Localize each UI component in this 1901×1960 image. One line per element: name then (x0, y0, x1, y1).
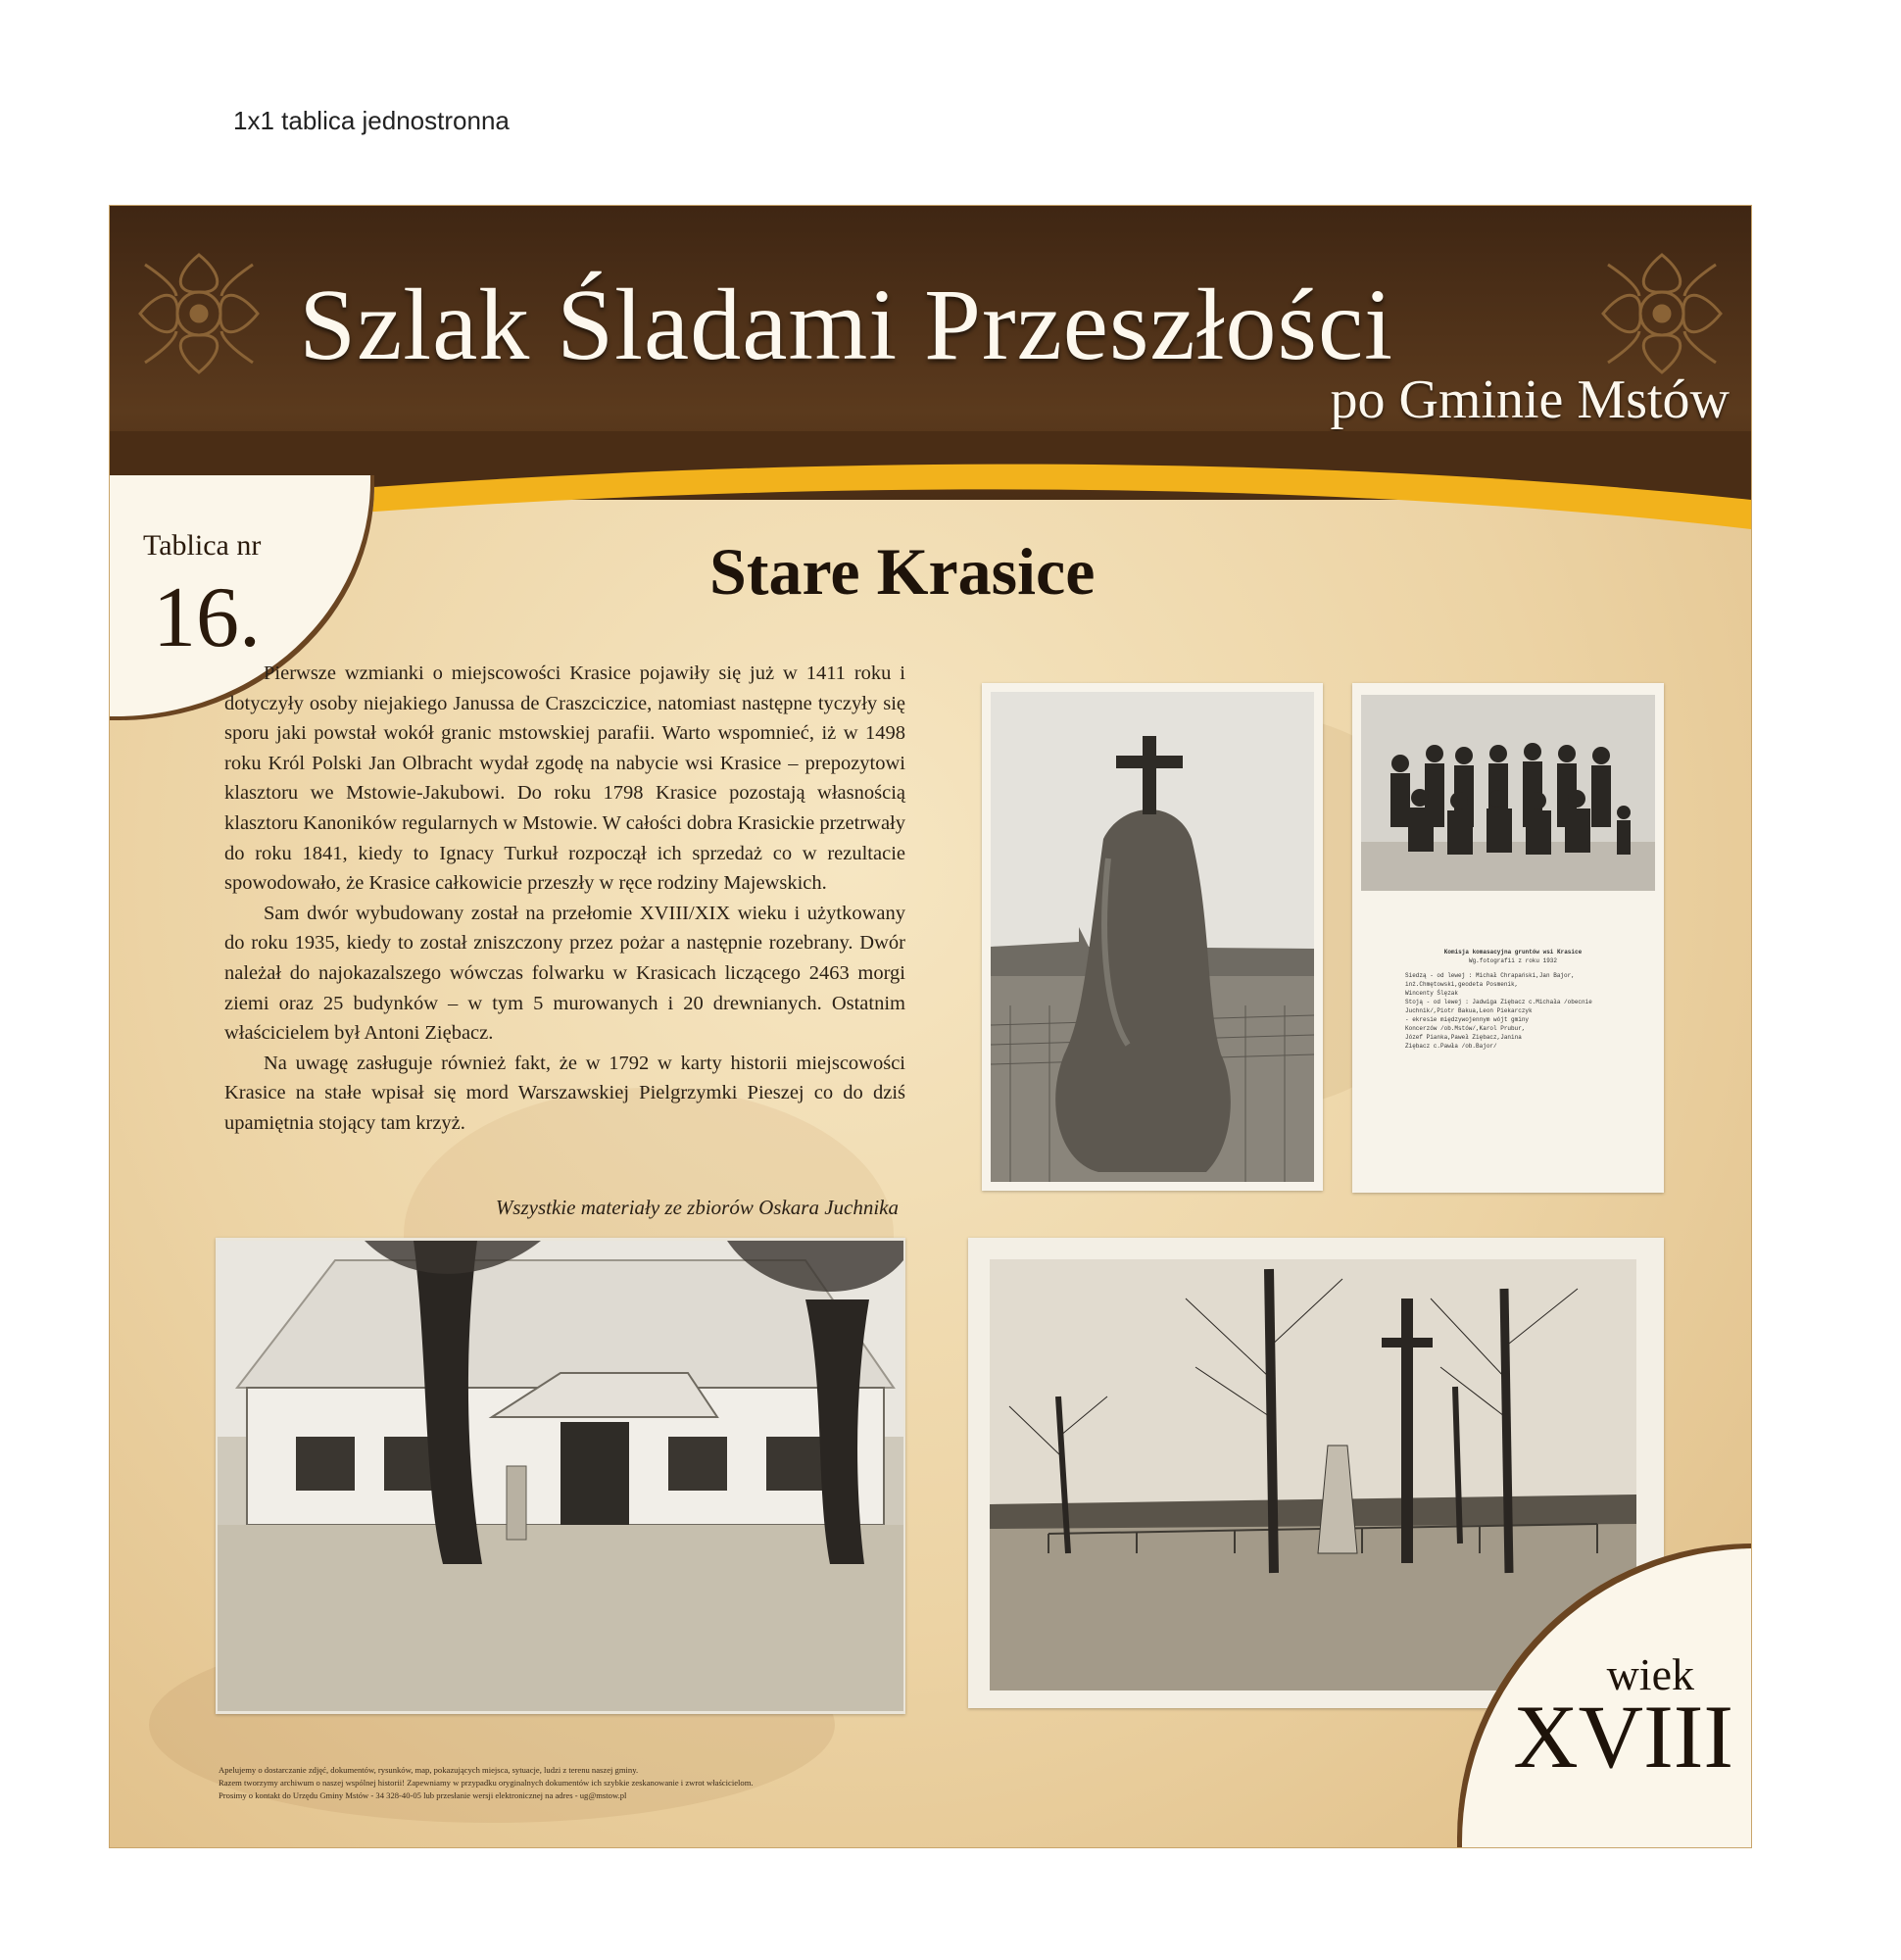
caption-line: Juchnik/,Piotr Bakua,Leon Piekarczyk (1405, 1007, 1533, 1014)
information-board (110, 206, 1751, 1847)
photo-stone-cross (982, 683, 1323, 1191)
footer-notice (219, 1764, 1022, 1802)
caption-line: inż.Chmętowski,geodeta Posmenik, (1405, 981, 1519, 988)
caption-line: Koncerzów /ob.Mstów/,Karol Prubur, (1405, 1025, 1526, 1032)
caption-subtitle: Wg.fotografii z roku 1932 (1468, 957, 1557, 964)
century-number: XVIII (1513, 1687, 1733, 1787)
board-title: Szlak Śladami Przeszłości (299, 269, 1393, 381)
manor-house-image (218, 1241, 903, 1711)
caption-line: Stoją - od lewej : Jadwiga Ziębacz c.Michała /obecnie (1405, 999, 1592, 1005)
photo-manor-house (216, 1238, 905, 1714)
caption-title: Komisja komasacyjna gruntów wsi Krasice (1443, 949, 1583, 956)
tab-number: 16. (153, 570, 261, 665)
body-paragraph: Pierwsze wzmianki o miejscowości Krasice pojawiły się już w 1411 roku i dotyczyły osoby niejakiego Janussa de Craszciczice, natomiast następne tyczyły się sporu jaki powstał wokół granic mstowskiej parafii. Warto wspomnieć, iż w 1498 roku Król Polski Jan Olbracht wydał zgodę na nabycie wsi Krasice – prepozytowi klasztoru we Mstowie-Jakubowi. Do roku 1798 Krasice pozostają własnością klasztoru Kanoników regularnych w Mstowie. W całości dobra Krasickie przetrwały do roku 1841, kiedy to Ignacy Turkuł rozpoczął ich sprzedaż co w rezultacie spowodowało, że Krasice całkowicie przeszły w ręce rodziny Majewskich. (224, 662, 905, 895)
tab-label: Tablica nr (143, 529, 262, 562)
footer-line: Prosimy o kontakt do Urzędu Gminy Mstów - 34 328-40-05 lub przesłanie wersji elektronicznej na adres - ug@mstow.pl (219, 1790, 627, 1800)
century-label: wiek (1606, 1649, 1694, 1699)
body-paragraph: Na uwagę zasługuje również fakt, że w 1792 w karty historii miejscowości Krasice na stałe wpisał się mord Warszawskiej Pielgrzymki Pieszej co do dziś upamiętnia stojący tam krzyż. (224, 1052, 905, 1134)
group-image (1361, 695, 1655, 891)
body-text (224, 659, 905, 1139)
body-paragraph: Sam dwór wybudowany został na przełomie XVIII/XIX wieku i użytkowany do roku 1935, kiedy to został zniszczony przez pożar a następnie rozebrany. Dwór należał do najokazalszego wówczas folwarku w Krasicach liczącego 2463 morgi ziemi oraz 25 budynków – w tym 5 murowanych i 20 drewnianych. Ostatnim właścicielem był Antoni Ziębacz. (224, 902, 905, 1045)
photo-group-commission (1352, 683, 1664, 1193)
caption-line: Siedzą - od lewej : Michał Chrapański,Jan Bajor, (1405, 972, 1575, 979)
caption-line: Józef Pianka,Paweł Ziębacz,Janina (1405, 1034, 1522, 1041)
caption-line: - ekresie międzywojennym wójt gminy (1405, 1016, 1530, 1023)
caption-line: Ziębacz c.Pawła /ob.Bajor/ (1405, 1043, 1497, 1050)
photo-credit: Wszystkie materiały ze zbiorów Oskara Juchnika (495, 1196, 899, 1219)
board-subtitle: po Gminie Mstów (1330, 369, 1730, 430)
stone-cross-image (991, 692, 1314, 1182)
section-title: Stare Krasice (709, 534, 1096, 609)
page-label: 1x1 tablica jednostronna (233, 106, 510, 135)
footer-line: Razem tworzymy archiwum o naszej wspólnej historii! Zapewniamy w przypadku oryginalnych dokumentów ich szybkie zeskanowanie i zwrot właścicielom. (219, 1778, 754, 1788)
field-cross-image (990, 1259, 1636, 1690)
footer-line: Apelujemy o dostarczanie zdjęć, dokumentów, rysunków, map, pokazujących miejsca, sytuacje, ludzi z terenu naszej gminy. (219, 1765, 639, 1775)
group-photo-caption (1405, 948, 1621, 1051)
caption-line: Wincenty Ślęzak (1405, 990, 1459, 997)
